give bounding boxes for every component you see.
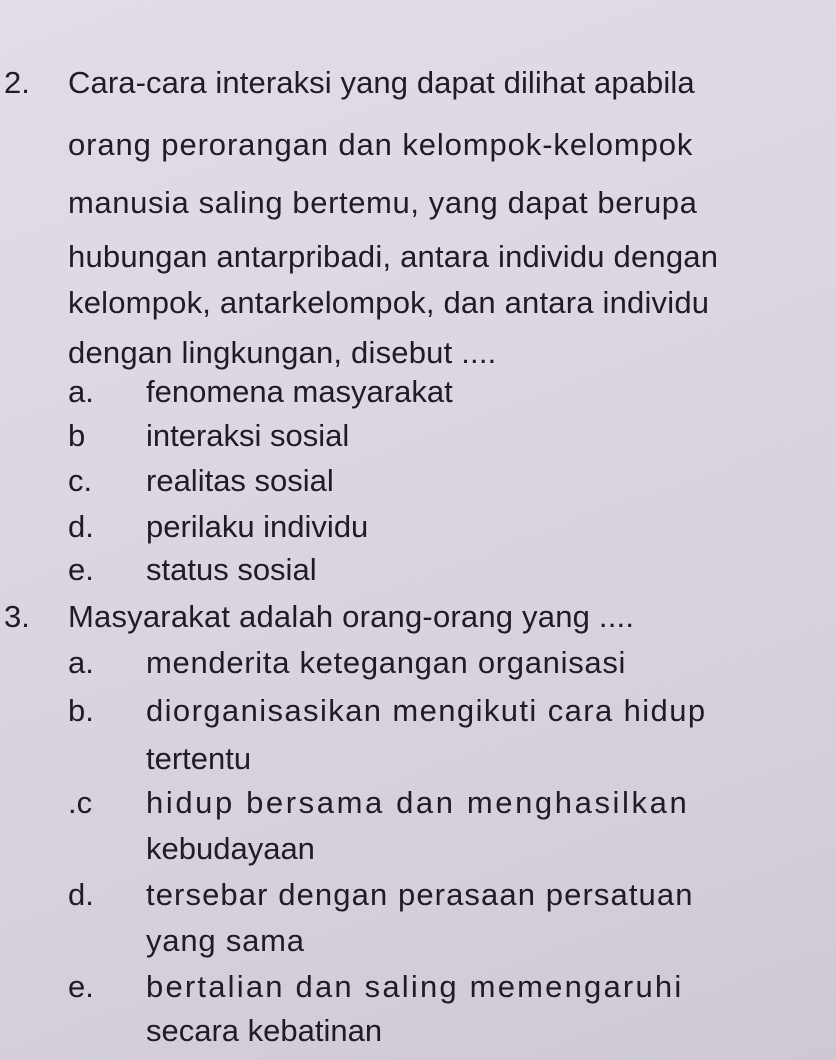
option-text-c: realitas sosial [146, 463, 334, 498]
option-text-b: interaksi sosial [146, 418, 350, 453]
option-letter-b: b [68, 418, 86, 453]
option-letter-a: a. [68, 374, 94, 409]
option-letter-e: e. [68, 552, 94, 587]
question-number: 3. [4, 599, 30, 634]
question-stem-line: manusia saling bertemu, yang dapat berupa [68, 185, 698, 220]
option-letter-c: c. [68, 463, 93, 498]
question-number: 2. [4, 65, 30, 100]
option-text-d: perilaku individu [146, 509, 369, 544]
option-text-e: status sosial [146, 552, 317, 587]
question-stem-line: kelompok, antarkelompok, dan antara individu [68, 285, 710, 320]
option-text-e-cont: secara kebatinan [146, 1013, 383, 1048]
option-text-c: hidup bersama dan menghasilkan [146, 785, 690, 820]
question-stem-line: orang perorangan dan kelompok-kelompok [68, 127, 694, 162]
option-text-a: menderita ketegangan organisasi [146, 645, 627, 680]
question-stem-line: dengan lingkungan, disebut .... [68, 335, 497, 370]
option-letter-d: d. [68, 877, 94, 912]
option-letter-b: b. [68, 693, 94, 728]
option-text-a: fenomena masyarakat [146, 374, 453, 409]
option-letter-e: e. [68, 969, 94, 1004]
option-text-b-cont: tertentu [146, 741, 252, 776]
question-stem-line: hubungan antarpribadi, antara individu dengan [68, 239, 719, 274]
option-text-d-cont: yang sama [146, 923, 305, 958]
option-text-d: tersebar dengan perasaan persatuan [146, 877, 694, 912]
option-text-e: bertalian dan saling memengaruhi [146, 969, 684, 1004]
option-text-c-cont: kebudayaan [146, 831, 315, 866]
question-stem-line: Cara-cara interaksi yang dapat dilihat apabila [68, 65, 695, 100]
option-letter-a: a. [68, 645, 94, 680]
question-stem-line: Masyarakat adalah orang-orang yang .... [68, 599, 635, 634]
option-text-b: diorganisasikan mengikuti cara hidup [146, 693, 707, 728]
option-letter-d: d. [68, 509, 94, 544]
option-letter-c: .c [68, 785, 93, 820]
